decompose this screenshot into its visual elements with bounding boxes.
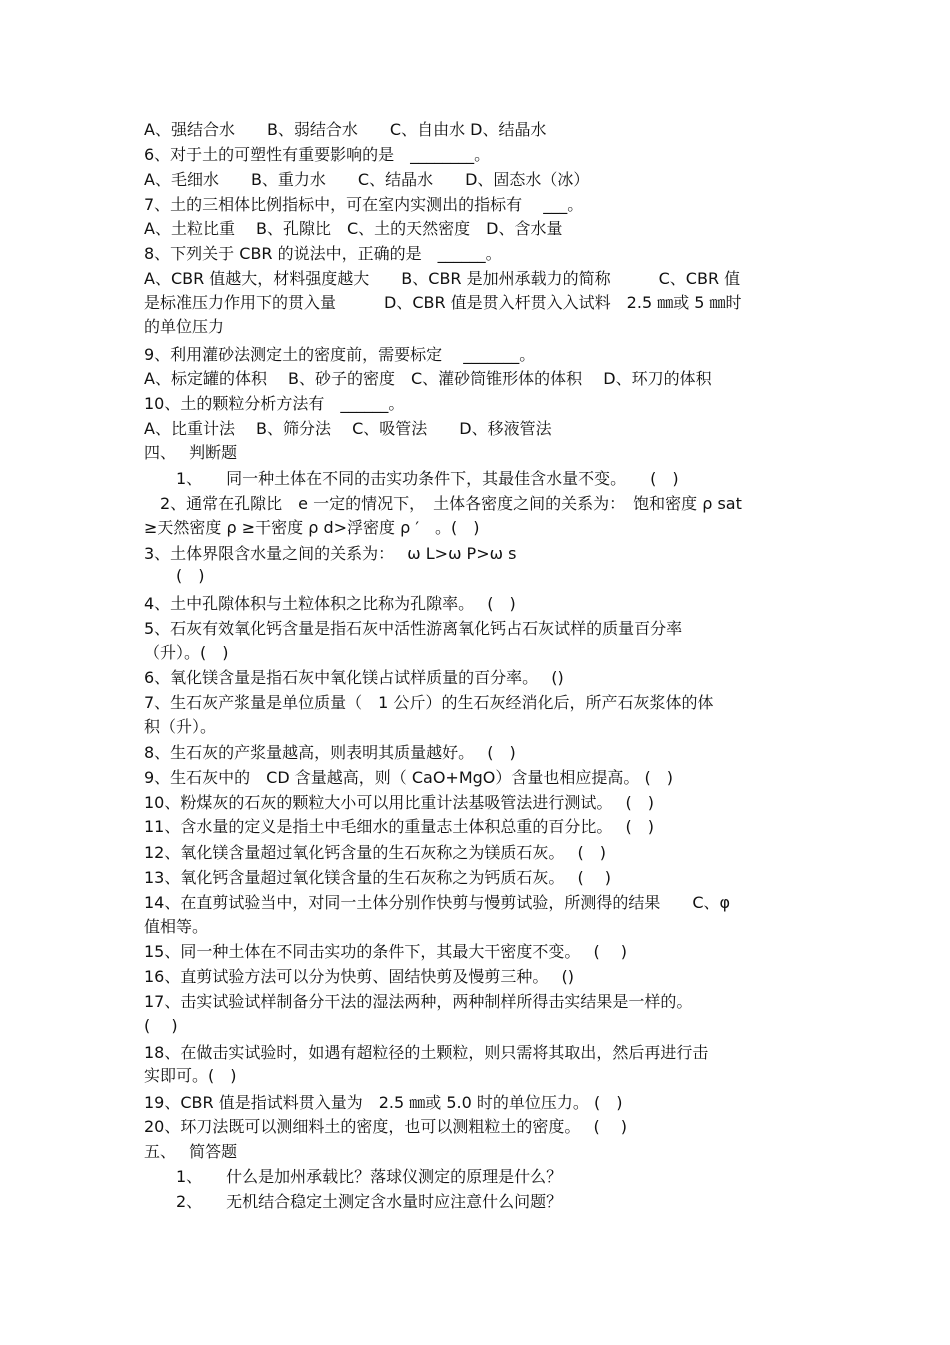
judge-item-1: 1、 同一种土体在不同的击实功条件下，其最佳含水量不变。 ( )	[144, 469, 679, 488]
judge-item-12: 12、氧化镁含量超过氧化钙含量的生石灰称之为镁质石灰。 ( )	[144, 843, 606, 862]
judge-item-5-line-1: 5、石灰有效氧化钙含量是指石灰中活性游离氧化钙占石灰试样的质量百分率	[144, 619, 683, 638]
question-9: 9、利用灌砂法测定土的密度前，需要标定 _______。	[144, 345, 536, 364]
short-answer-2: 2、 无机结合稳定土测定含水量时应注意什么问题？	[144, 1192, 563, 1211]
judge-item-9: 9、生石灰中的 CD 含量越高，则（ CaO+MgO）含量也相应提高。 ( )	[144, 768, 673, 787]
option-line-q8-2: 是标准压力作用下的贯入量 D、CBR 值是贯入杆贯入入试料 2.5 ㎜或 5 ㎜时	[144, 293, 742, 312]
judge-item-8: 8、生石灰的产浆量越高，则表明其质量越好。 ( )	[144, 743, 516, 762]
judge-item-4: 4、土中孔隙体积与土粒体积之比称为孔隙率。 ( )	[144, 594, 516, 613]
short-answer-1: 1、 什么是加州承载比？落球仪测定的原理是什么？	[144, 1167, 563, 1186]
question-7: 7、土的三相体比例指标中，可在室内实测出的指标有 ___。	[144, 195, 584, 214]
judge-item-7-line-1: 7、生石灰产浆量是单位质量（ 1 公斤）的生石灰经消化后，所产石灰浆体的体	[144, 693, 714, 712]
judge-item-16: 16、直剪试验方法可以分为快剪、固结快剪及慢剪三种。 ()	[144, 967, 574, 986]
question-6: 6、对于土的可塑性有重要影响的是 ________。	[144, 145, 491, 164]
judge-item-18-line-1: 18、在做击实试验时，如遇有超粒径的土颗粒，则只需将其取出，然后再进行击	[144, 1043, 709, 1062]
judge-item-14-line-2: 值相等。	[144, 917, 209, 936]
judge-item-6: 6、氧化镁含量是指石灰中氧化镁占试样质量的百分率。 ()	[144, 668, 564, 687]
judge-item-10: 10、粉煤灰的石灰的颗粒大小可以用比重计法基吸管法进行测试。 ( )	[144, 793, 654, 812]
question-10: 10、土的颗粒分析方法有 ______。	[144, 394, 405, 413]
option-line-q9: A、标定罐的体积 B、砂子的密度 C、灌砂筒锥形体的体积 D、环刀的体积	[144, 369, 712, 388]
judge-item-18-line-2: 实即可。( )	[144, 1066, 237, 1085]
judge-item-13: 13、氧化钙含量超过氧化镁含量的生石灰称之为钙质石灰。 ( )	[144, 868, 612, 887]
option-line-q5: A、强结合水 B、弱结合水 C、自由水 D、结晶水	[144, 120, 547, 139]
judge-item-5-line-2: （升）。( )	[144, 643, 229, 662]
option-line-q6: A、毛细水 B、重力水 C、结晶水 D、固态水（冰）	[144, 170, 590, 189]
option-line-q7: A、土粒比重 B、孔隙比 C、土的天然密度 D、含水量	[144, 219, 563, 238]
judge-item-2-line-2: ≥天然密度 ρ ≥干密度 ρ d>浮密度 ρ ′ 。( )	[144, 518, 480, 537]
section-heading-4: 四、 判断题	[144, 443, 238, 462]
judge-item-15: 15、同一种土体在不同击实功的条件下，其最大干密度不变。 ( )	[144, 942, 628, 961]
question-8: 8、下列关于 CBR 的说法中，正确的是 ______。	[144, 244, 502, 263]
option-line-q10: A、比重计法 B、筛分法 C、吸管法 D、移液管法	[144, 419, 552, 438]
judge-item-20: 20、环刀法既可以测细料土的密度，也可以测粗粒土的密度。 ( )	[144, 1117, 628, 1136]
judge-item-11: 11、含水量的定义是指土中毛细水的重量志土体积总重的百分比。 ( )	[144, 817, 654, 836]
judge-item-14-line-1: 14、在直剪试验当中，对同一土体分别作快剪与慢剪试验，所测得的结果 C、φ	[144, 893, 731, 912]
judge-item-19: 19、CBR 值是指试料贯入量为 2.5 ㎜或 5.0 时的单位压力。 ( )	[144, 1093, 623, 1112]
judge-item-17-line-2: ( )	[144, 1016, 178, 1035]
section-heading-5: 五、 简答题	[144, 1142, 238, 1161]
option-line-q8-3: 的单位压力	[144, 317, 225, 336]
judge-item-3: 3、土体界限含水量之间的关系为： ω L>ω P>ω s	[144, 544, 517, 563]
option-line-q8-1: A、CBR 值越大，材料强度越大 B、CBR 是加州承载力的简称 C、CBR 值	[144, 269, 741, 288]
judge-item-7-line-2: 积（升）。	[144, 717, 217, 736]
judge-item-17-line-1: 17、击实试验试样制备分干法的湿法两种，两种制样所得击实结果是一样的。	[144, 992, 693, 1011]
judge-item-3-bracket: ( )	[144, 566, 205, 585]
judge-item-2-line-1: 2、通常在孔隙比 e 一定的情况下， 土体各密度之间的关系为： 饱和密度 ρ sat	[144, 494, 742, 513]
